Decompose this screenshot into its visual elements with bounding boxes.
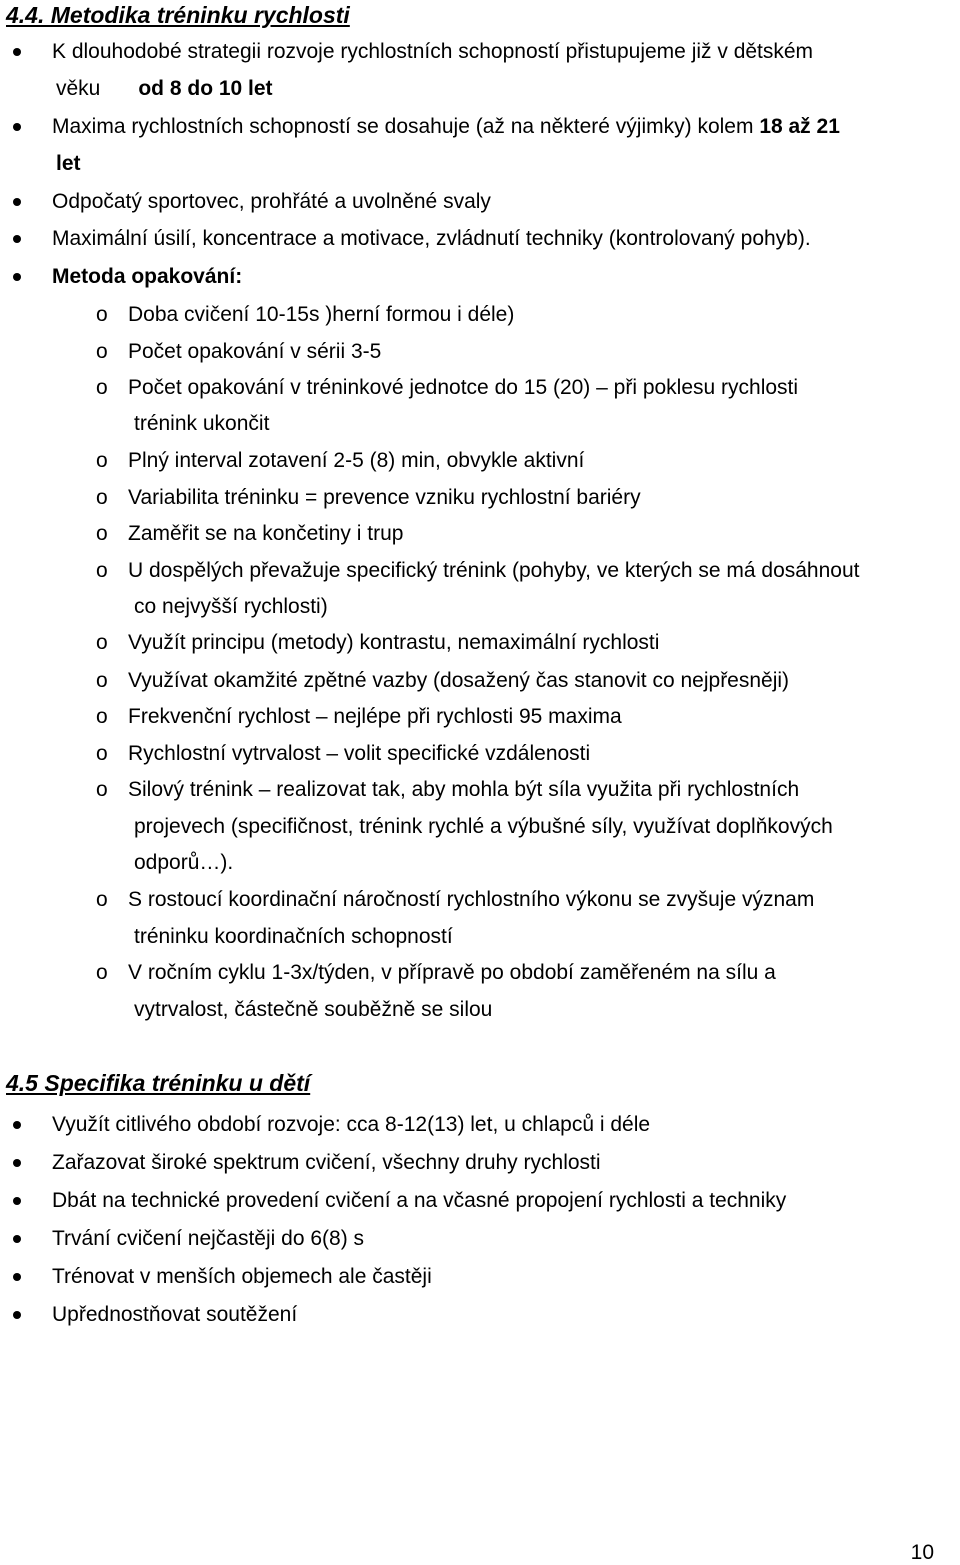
sub-list-item-text: Počet opakování v sérii 3-5 — [128, 340, 382, 363]
sub-bullet-icon: o — [96, 669, 108, 692]
sub-list-item-text: Počet opakování v tréninkové jednotce do 15 (20) – při poklesu rychlosti — [128, 376, 799, 399]
sub-list-item-text-continuation: tréninku koordinačních schopností — [134, 925, 453, 948]
section-title-4-5: 4.5 Specifika tréninku u dětí — [6, 1070, 311, 1096]
sub-bullet-icon: o — [96, 705, 108, 728]
bullet-icon — [13, 1197, 21, 1205]
section-title-4-4: 4.4. Metodika tréninku rychlosti — [6, 2, 350, 28]
sub-list-item-text: Rychlostní vytrvalost – volit specifické vzdálenosti — [128, 742, 591, 765]
sub-list-item-text: Využít principu (metody) kontrastu, nemaximální rychlosti — [128, 631, 660, 654]
sub-list-item-text: Variabilita tréninku = prevence vzniku rychlostní bariéry — [128, 486, 641, 509]
sub-list-item-text: Silový trénink – realizovat tak, aby mohla být síla využita při rychlostních — [128, 778, 800, 801]
bullet-icon — [13, 1121, 21, 1129]
list-item-text: Upřednostňovat soutěžení — [52, 1303, 298, 1326]
sub-list-item-text: Frekvenční rychlost – nejlépe při rychlosti 95 maxima — [128, 705, 622, 728]
sub-bullet-icon: o — [96, 522, 108, 545]
sub-bullet-icon: o — [96, 961, 108, 984]
list-item-text: K dlouhodobé strategii rozvoje rychlostních schopností přistupujeme již v dětském — [52, 40, 814, 63]
list-item-text: Využít citlivého období rozvoje: cca 8-12(13) let, u chlapců i déle — [52, 1113, 651, 1136]
bullet-icon — [13, 1235, 21, 1243]
list-item-text: Trvání cvičení nejčastěji do 6(8) s — [52, 1227, 365, 1250]
sub-list-item-text-continuation: co nejvyšší rychlosti) — [134, 595, 328, 618]
sub-bullet-icon: o — [96, 376, 108, 399]
sub-list-item-text-continuation: odporů…). — [134, 851, 234, 874]
list-item-text: Metoda opakování: — [52, 265, 243, 288]
sub-list-item-text: S rostoucí koordinační náročností rychlostního výkonu se zvyšuje význam — [128, 888, 815, 911]
sub-bullet-icon: o — [96, 888, 108, 911]
sub-bullet-icon: o — [96, 486, 108, 509]
sub-list-item-text: Plný interval zotavení 2-5 (8) min, obvykle aktivní — [128, 449, 585, 472]
bullet-icon — [13, 273, 21, 281]
sub-list-item-text: Využívat okamžité zpětné vazby (dosažený čas stanovit co nejpřesněji) — [128, 669, 790, 692]
sub-list-item-text-continuation: vytrvalost, částečně souběžně se silou — [134, 998, 493, 1021]
sub-list-item-text-continuation: trénink ukončit — [134, 412, 270, 435]
sub-bullet-icon: o — [96, 303, 108, 326]
bullet-icon — [13, 1159, 21, 1167]
sub-bullet-icon: o — [96, 778, 108, 801]
list-item-text-continuation: věku od 8 do 10 let — [56, 77, 273, 100]
list-item-text: Trénovat v menších objemech ale častěji — [52, 1265, 432, 1288]
bullet-icon — [13, 235, 21, 243]
list-item-text: Dbát na technické provedení cvičení a na včasné propojení rychlosti a techniky — [52, 1189, 787, 1212]
sub-list-item-text: U dospělých převažuje specifický trénink (pohyby, ve kterých se má dosáhnout — [128, 559, 860, 582]
sub-bullet-icon: o — [96, 340, 108, 363]
bullet-icon — [13, 1311, 21, 1319]
sub-list-item-text: Zaměřit se na končetiny i trup — [128, 522, 404, 545]
bullet-icon — [13, 123, 21, 131]
list-item-text: Zařazovat široké spektrum cvičení, všechny druhy rychlosti — [52, 1151, 601, 1174]
page-number: 10 — [910, 1541, 934, 1564]
sub-list-item-text: Doba cvičení 10-15s )herní formou i déle) — [128, 303, 515, 326]
sub-bullet-icon: o — [96, 631, 108, 654]
sub-bullet-icon: o — [96, 742, 108, 765]
bullet-icon — [13, 198, 21, 206]
list-item-text: Maxima rychlostních schopností se dosahuje (až na některé výjimky) kolem 18 až 21 — [52, 115, 840, 138]
sub-bullet-icon: o — [96, 449, 108, 472]
bullet-icon — [13, 48, 21, 56]
sub-list-item-text-continuation: projevech (specifičnost, trénink rychlé a výbušné síly, využívat doplňkových — [134, 815, 833, 838]
bullet-icon — [13, 1273, 21, 1281]
list-item-text-continuation: let — [56, 152, 81, 175]
sub-bullet-icon: o — [96, 559, 108, 582]
sub-list-item-text: V ročním cyklu 1-3x/týden, v přípravě po období zaměřeném na sílu a — [128, 961, 776, 984]
list-item-text: Odpočatý sportovec, prohřáté a uvolněné svaly — [52, 190, 491, 213]
list-item-text: Maximální úsilí, koncentrace a motivace, zvládnutí techniky (kontrolovaný pohyb). — [52, 227, 811, 250]
